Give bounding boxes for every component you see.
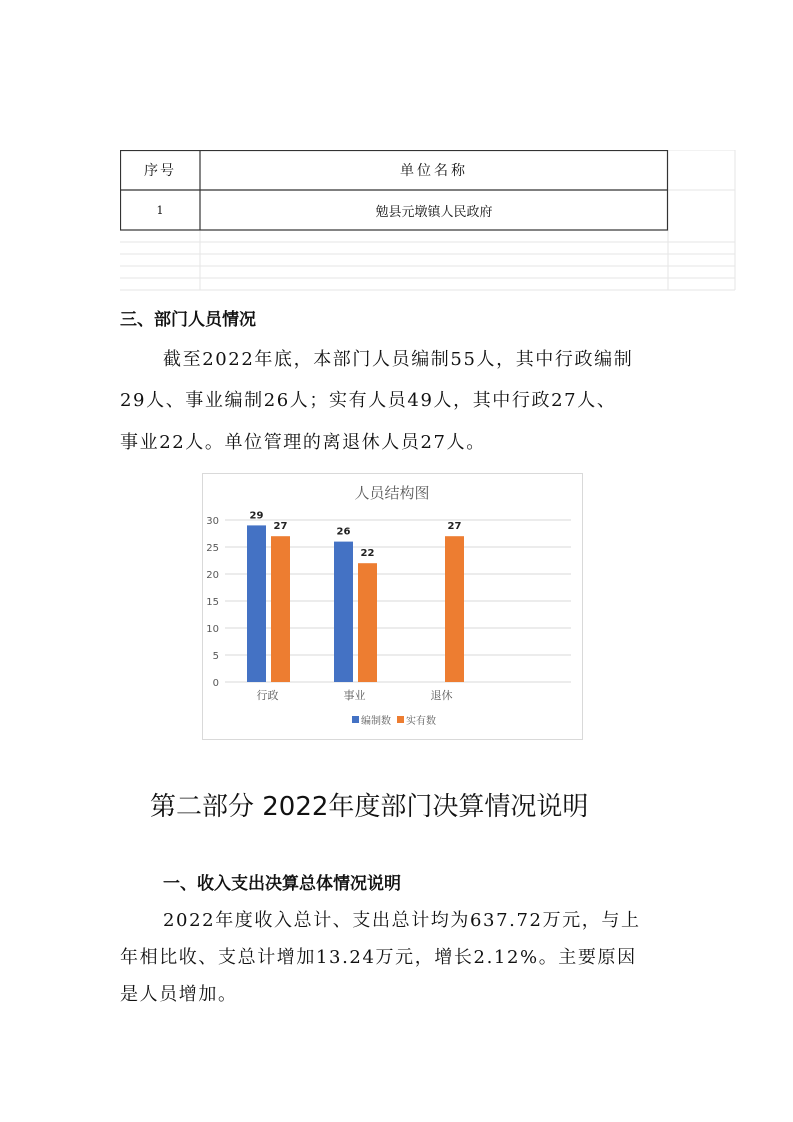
x-tick-label: 事业 (343, 689, 366, 702)
y-tick-label: 0 (212, 678, 219, 689)
legend-swatch (352, 716, 359, 723)
legend-label: 实有数 (406, 716, 436, 727)
chart-title: 人员结构图 (354, 484, 430, 502)
data-label: 27 (447, 521, 462, 533)
bar-编制数 (334, 542, 353, 682)
y-tick-label: 30 (206, 516, 219, 527)
y-tick-label: 5 (212, 651, 219, 662)
legend-swatch (397, 716, 404, 723)
data-label: 29 (249, 510, 264, 522)
staff-structure-chart (202, 473, 583, 740)
data-label: 27 (273, 521, 288, 533)
paragraph-line: 29人、事业编制26人；实有人员49人，其中行政27人、 (120, 390, 617, 411)
x-tick-label: 退休 (430, 689, 453, 702)
part-title: 第二部分 2022年度部门决算情况说明 (150, 792, 589, 822)
bar-实有数 (271, 536, 290, 682)
paragraph-line: 是人员增加。 (120, 984, 238, 1005)
header-unit-name: 单位名称 (400, 163, 468, 179)
bar-编制数 (247, 525, 266, 682)
bar-实有数 (358, 563, 377, 682)
paragraph-line: 事业22人。单位管理的离退休人员27人。 (120, 432, 486, 453)
y-tick-label: 25 (206, 543, 219, 554)
cell-unit-name: 勉县元墩镇人民政府 (375, 204, 493, 220)
section-heading-revenue: 一、收入支出决算总体情况说明 (163, 874, 401, 894)
cell-index: 1 (156, 203, 164, 217)
section-heading-staff: 三、部门人员情况 (120, 310, 256, 330)
y-tick-label: 15 (206, 597, 219, 608)
header-index: 序号 (144, 163, 176, 179)
paragraph-line: 截至2022年底，本部门人员编制55人，其中行政编制 (163, 349, 634, 370)
legend-label: 编制数 (361, 716, 391, 727)
paragraph-line: 年相比收、支总计增加13.24万元，增长2.12%。主要原因 (120, 947, 637, 968)
data-label: 22 (360, 548, 375, 560)
data-label: 26 (336, 526, 351, 538)
x-tick-label: 行政 (256, 689, 279, 702)
y-tick-label: 10 (206, 624, 219, 635)
bar-实有数 (445, 536, 464, 682)
y-tick-label: 20 (206, 570, 219, 581)
paragraph-line: 2022年度收入总计、支出总计均为637.72万元，与上 (163, 910, 641, 931)
